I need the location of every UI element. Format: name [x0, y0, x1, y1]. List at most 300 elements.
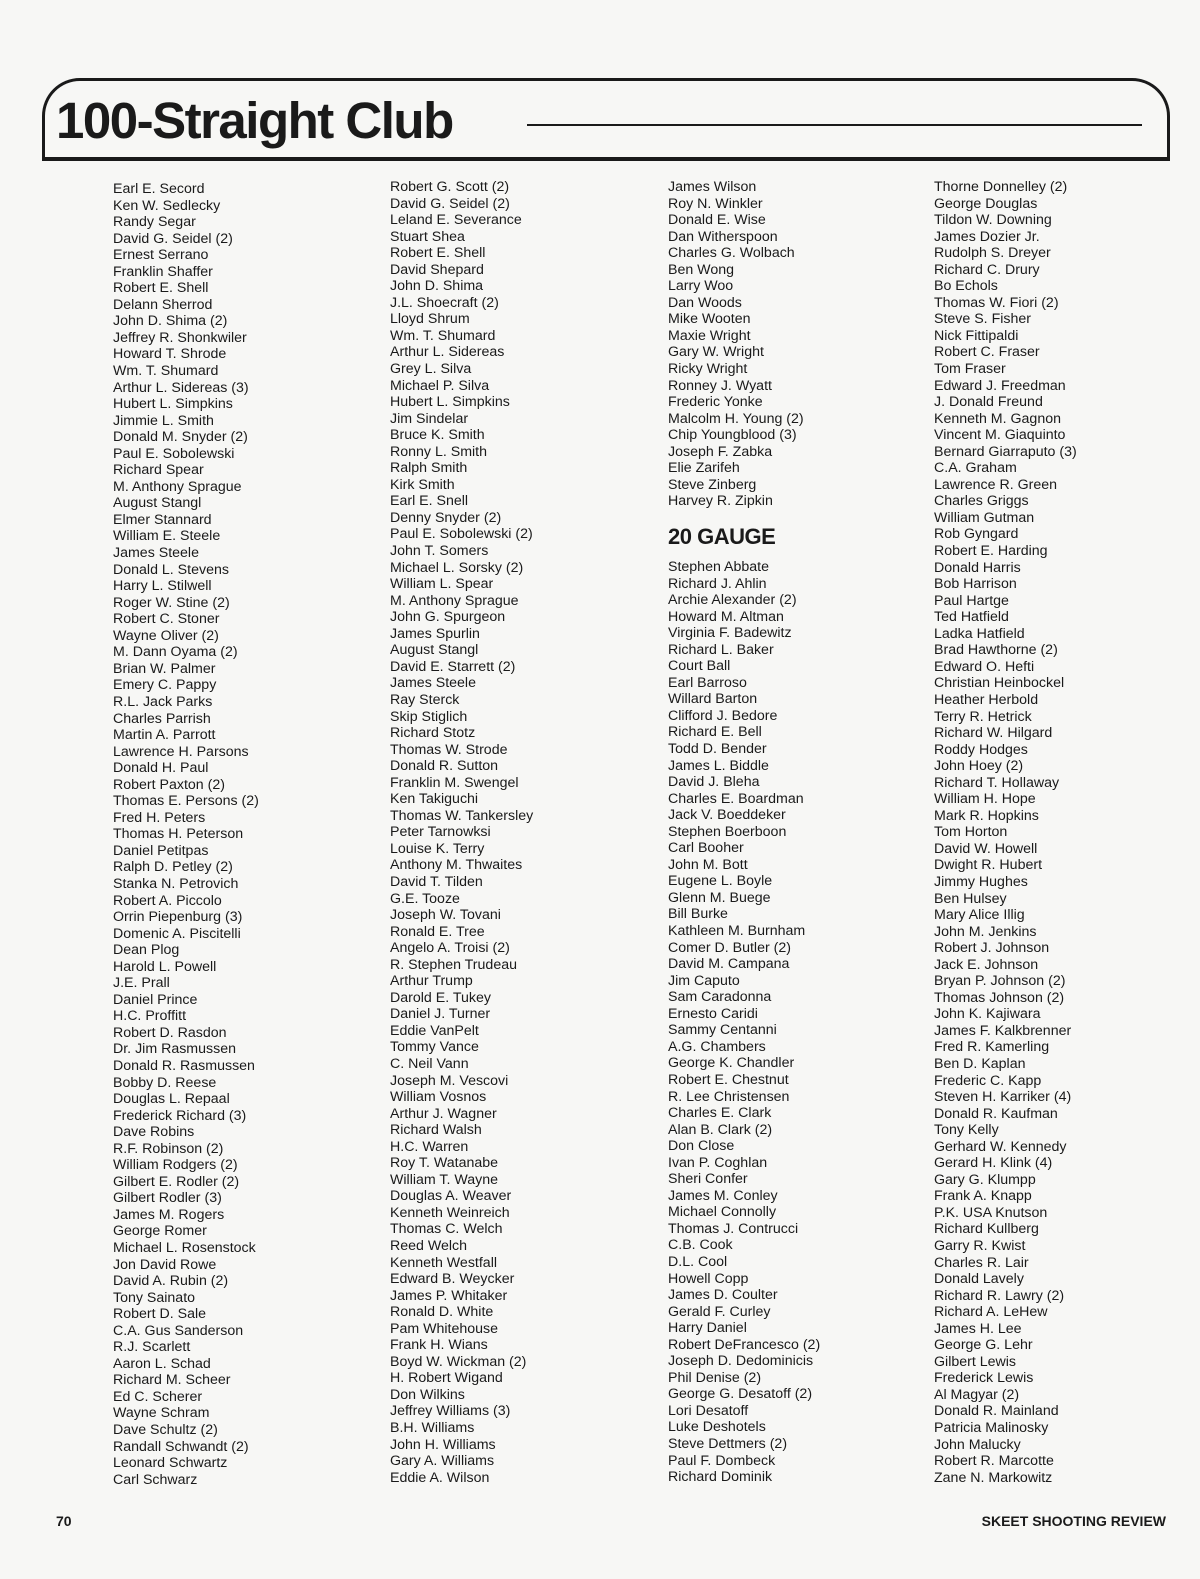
member-name: James M. Rogers — [113, 1206, 225, 1223]
member-name: Richard W. Hilgard — [934, 725, 1053, 742]
magazine-name: SKEET SHOOTING REVIEW — [981, 1513, 1166, 1529]
member-name: David J. Bleha — [668, 774, 760, 791]
member-name: Vincent M. Giaquinto — [934, 427, 1066, 444]
member-name: Thomas W. Tankersley — [390, 807, 534, 824]
member-name: Stephen Boerboon — [668, 823, 787, 840]
member-name: Court Ball — [668, 658, 731, 675]
member-name: C. Neil Vann — [390, 1055, 469, 1072]
member-name: Donald R. Sutton — [390, 758, 499, 775]
member-name: Eddie A. Wilson — [390, 1469, 490, 1486]
member-name: William Rodgers (2) — [113, 1157, 238, 1174]
member-name: David E. Starrett (2) — [390, 658, 516, 675]
member-name: John D. Shima — [390, 278, 484, 295]
member-name: Charles E. Clark — [668, 1105, 772, 1122]
member-name: M. Anthony Sprague — [113, 478, 242, 495]
member-name: Don Wilkins — [390, 1386, 465, 1403]
member-name: Steve S. Fisher — [934, 311, 1031, 328]
member-name: Douglas L. Repaal — [113, 1091, 230, 1108]
member-name: Joseph W. Tovani — [390, 907, 501, 924]
member-name: Wm. T. Shumard — [113, 363, 219, 380]
member-name: R.L. Jack Parks — [113, 693, 213, 710]
member-name: Kenneth Weinreich — [390, 1204, 510, 1221]
member-name: Paul F. Dombeck — [668, 1452, 776, 1469]
member-name: Gilbert E. Rodler (2) — [113, 1173, 240, 1190]
member-name: George G. Lehr — [934, 1337, 1033, 1354]
member-name: Terry R. Hetrick — [934, 708, 1032, 725]
member-name: Gary W. Wright — [668, 344, 764, 361]
member-name: William T. Wayne — [390, 1171, 498, 1188]
member-name: Sam Caradonna — [668, 989, 772, 1006]
member-name: Glenn M. Buege — [668, 889, 771, 906]
member-name: Donald M. Snyder (2) — [113, 429, 248, 446]
member-name: Jeffrey Williams (3) — [390, 1403, 511, 1420]
member-name: Bob Harrison — [934, 576, 1017, 593]
member-name: Robert G. Scott (2) — [390, 179, 510, 195]
member-name: Michael L. Sorsky (2) — [390, 559, 524, 576]
member-name: M. Dann Oyama (2) — [113, 644, 238, 661]
member-name: Jim Caputo — [668, 972, 740, 989]
member-name: Gilbert Rodler (3) — [113, 1190, 222, 1207]
member-name: Richard C. Drury — [934, 261, 1040, 278]
name-column-4 — [934, 179, 1077, 1486]
member-name: Richard Stotz — [390, 725, 476, 742]
page-title: 100-Straight Club — [56, 92, 453, 149]
member-name: Aaron L. Schad — [113, 1355, 211, 1372]
member-name: R.J. Scarlett — [113, 1339, 191, 1356]
member-name: David A. Rubin (2) — [113, 1273, 229, 1290]
member-name: Howard M. Altman — [668, 608, 784, 625]
member-name: Robert D. Rasdon — [113, 1024, 227, 1041]
name-column-3-20-gauge — [668, 559, 820, 1486]
member-name: P.K. USA Knutson — [934, 1204, 1048, 1221]
member-name: Earl E. Secord — [113, 181, 205, 197]
member-name: Frederick Richard (3) — [113, 1107, 247, 1124]
name-column-2 — [390, 179, 533, 1486]
member-name: Lawrence H. Parsons — [113, 743, 249, 760]
member-name: Robert E. Chestnut — [668, 1071, 789, 1088]
member-name: Peter Tarnowksi — [390, 824, 491, 841]
member-name: Robert E. Shell — [113, 280, 209, 297]
member-name: Harvey R. Zipkin — [668, 493, 773, 510]
member-name: Leland E. Severance — [390, 212, 522, 229]
member-name: Richard E. Bell — [668, 724, 762, 741]
member-name: Franklin M. Swengel — [390, 774, 519, 791]
member-name: Fred H. Peters — [113, 809, 206, 826]
member-name: Alan B. Clark (2) — [668, 1121, 773, 1138]
member-name: Edward B. Weycker — [390, 1271, 515, 1288]
member-name: Richard R. Lawry (2) — [934, 1287, 1065, 1304]
page-number: 70 — [56, 1513, 72, 1529]
member-name: Kenneth Westfall — [390, 1254, 497, 1271]
member-name: Carl Booher — [668, 840, 744, 857]
member-name: Jimmie L. Smith — [113, 412, 214, 429]
member-name: Ralph Smith — [390, 460, 468, 477]
member-name: Clifford J. Bedore — [668, 707, 778, 724]
member-name: Christian Heinbockel — [934, 675, 1065, 692]
member-name: George G. Desatoff (2) — [668, 1386, 813, 1403]
member-name: Dan Witherspoon — [668, 228, 778, 245]
member-name: Carl Schwarz — [113, 1471, 198, 1488]
member-name: David G. Seidel (2) — [113, 230, 233, 247]
member-name: Skip Stiglich — [390, 708, 468, 725]
member-name: J. Donald Freund — [934, 394, 1043, 411]
member-name: Edward O. Hefti — [934, 658, 1035, 675]
member-name: James P. Whitaker — [390, 1287, 508, 1304]
member-name: William H. Hope — [934, 791, 1036, 808]
member-name: John M. Jenkins — [934, 923, 1037, 940]
member-name: Jimmy Hughes — [934, 873, 1028, 890]
member-name: Earl Barroso — [668, 674, 747, 691]
member-name: John Malucky — [934, 1436, 1021, 1453]
member-name: C.B. Cook — [668, 1237, 733, 1254]
member-name: Martin A. Parrott — [113, 727, 216, 744]
member-name: Ben Wong — [668, 261, 734, 278]
member-name: D.L. Cool — [668, 1253, 728, 1270]
member-name: David M. Campana — [668, 956, 790, 973]
member-name: Ladka Hatfield — [934, 625, 1025, 642]
member-name: Thomas J. Contrucci — [668, 1220, 799, 1237]
member-name: Jon David Rowe — [113, 1256, 217, 1273]
member-name: Stanka N. Petrovich — [113, 875, 239, 892]
member-name: Bo Echols — [934, 278, 998, 295]
member-name: Ronny L. Smith — [390, 443, 487, 460]
member-name: Howell Copp — [668, 1270, 749, 1287]
member-name: Richard A. LeHew — [934, 1304, 1048, 1321]
section-heading-20-gauge: 20 GAUGE — [668, 524, 776, 549]
member-name: Sheri Confer — [668, 1171, 748, 1188]
member-name: Brian W. Palmer — [113, 660, 216, 677]
member-name: Lori Desatoff — [668, 1402, 749, 1419]
member-name: James H. Lee — [934, 1320, 1022, 1337]
member-name: Ernest Serrano — [113, 247, 209, 264]
member-name: Richard Kullberg — [934, 1221, 1039, 1238]
member-name: Bill Burke — [668, 906, 728, 923]
member-name: Rudolph S. Dreyer — [934, 245, 1051, 262]
member-name: Chip Youngblood (3) — [668, 427, 797, 444]
member-name: Boyd W. Wickman (2) — [390, 1353, 527, 1370]
member-name: C.A. Gus Sanderson — [113, 1322, 244, 1339]
member-name: Richard L. Baker — [668, 641, 774, 658]
member-name: Donald E. Wise — [668, 212, 766, 229]
member-name: Dave Robins — [113, 1124, 195, 1141]
member-name: Zane N. Markowitz — [934, 1469, 1053, 1486]
member-name: Nick Fittipaldi — [934, 327, 1019, 344]
member-name: Charles G. Wolbach — [668, 245, 795, 262]
member-name: Frederic Yonke — [668, 394, 763, 411]
member-name: Donald R. Kaufman — [934, 1105, 1058, 1122]
member-name: Donald Lavely — [934, 1271, 1024, 1288]
member-name: Donald R. Rasmussen — [113, 1057, 255, 1074]
member-name: Arthur L. Sidereas (3) — [113, 379, 249, 396]
member-name: Ben Hulsey — [934, 890, 1007, 907]
member-name: Ronald D. White — [390, 1304, 494, 1321]
member-name: Mary Alice Illig — [934, 907, 1025, 924]
member-name: Richard J. Ahlin — [668, 575, 767, 592]
member-name: William E. Steele — [113, 528, 221, 545]
member-name: Tony Kelly — [934, 1122, 999, 1139]
member-name: Comer D. Butler (2) — [668, 939, 791, 956]
member-name: Luke Deshotels — [668, 1419, 766, 1436]
member-name: Rob Gyngard — [934, 526, 1019, 543]
member-name: James Spurlin — [390, 625, 480, 642]
member-name: Lloyd Shrum — [390, 311, 470, 328]
member-name: Gary A. Williams — [390, 1453, 495, 1470]
member-name: David W. Howell — [934, 840, 1038, 857]
member-name: Charles E. Boardman — [668, 790, 804, 807]
member-name: Robert R. Marcotte — [934, 1453, 1054, 1470]
member-name: A.G. Chambers — [668, 1038, 766, 1055]
member-name: Arthur J. Wagner — [390, 1105, 497, 1122]
member-name: Gerard H. Klink (4) — [934, 1155, 1053, 1172]
member-name: Arthur Trump — [390, 973, 473, 990]
member-name: Hubert L. Simpkins — [113, 396, 233, 413]
member-name: Daniel Petitpas — [113, 842, 209, 859]
member-name: Anthony M. Thwaites — [390, 857, 523, 874]
member-name: John K. Kajiwara — [934, 1006, 1041, 1023]
member-name: Daniel Prince — [113, 991, 198, 1008]
member-name: Jim Sindelar — [390, 410, 469, 427]
member-name: Delann Sherrod — [113, 296, 213, 313]
member-name: Robert E. Harding — [934, 543, 1048, 560]
member-name: Heather Herbold — [934, 691, 1039, 708]
member-name: Arthur L. Sidereas — [390, 344, 505, 361]
member-name: Robert Paxton (2) — [113, 776, 225, 793]
member-name: Larry Woo — [668, 278, 734, 295]
member-name: George K. Chandler — [668, 1055, 795, 1072]
member-name: Thomas C. Welch — [390, 1221, 503, 1238]
member-name: Edward J. Freedman — [934, 377, 1066, 394]
member-name: Tildon W. Downing — [934, 212, 1052, 229]
member-name: Robert C. Fraser — [934, 344, 1040, 361]
member-name: Phil Denise (2) — [668, 1369, 762, 1386]
member-name: David T. Tilden — [390, 873, 483, 890]
member-name: Fred R. Kamerling — [934, 1039, 1050, 1056]
member-name: Douglas A. Weaver — [390, 1188, 512, 1205]
member-name: James Wilson — [668, 179, 757, 195]
member-name: James F. Kalkbrenner — [934, 1022, 1072, 1039]
member-name: Maxie Wright — [668, 327, 751, 344]
member-name: Dean Plog — [113, 942, 180, 959]
member-name: Mike Wooten — [668, 311, 751, 328]
member-name: Richard T. Hollaway — [934, 774, 1060, 791]
member-name: Tony Sainato — [113, 1289, 196, 1306]
member-name: Hubert L. Simpkins — [390, 394, 510, 411]
member-name: Ernesto Caridi — [668, 1005, 758, 1022]
member-name: Bernard Giarraputo (3) — [934, 443, 1077, 460]
member-name: Robert A. Piccolo — [113, 892, 222, 909]
member-name: Dan Woods — [668, 294, 742, 311]
member-name: Richard Walsh — [390, 1122, 482, 1139]
member-name: Charles Griggs — [934, 493, 1029, 510]
member-name: Harry L. Stilwell — [113, 578, 212, 595]
member-name: Elie Zarifeh — [668, 460, 740, 477]
member-name: Mark R. Hopkins — [934, 807, 1039, 824]
member-name: Thomas E. Persons (2) — [113, 793, 259, 810]
member-name: Ralph D. Petley (2) — [113, 859, 233, 876]
member-name: Michael L. Rosenstock — [113, 1240, 256, 1256]
member-name: Randy Segar — [113, 214, 196, 231]
member-name: B.H. Williams — [390, 1420, 475, 1437]
member-name: J.E. Prall — [113, 975, 170, 992]
member-name: Charles R. Lair — [934, 1254, 1029, 1271]
member-name: Daniel J. Turner — [390, 1006, 491, 1023]
member-name: Tom Fraser — [934, 361, 1006, 378]
member-name: Harold L. Powell — [113, 958, 217, 975]
member-name: Dave Schultz (2) — [113, 1422, 218, 1439]
title-rule — [527, 124, 1142, 126]
member-name: William L. Spear — [390, 576, 494, 593]
member-name: Wm. T. Shumard — [390, 327, 496, 344]
member-name: John H. Williams — [390, 1436, 496, 1453]
member-name: Charles Parrish — [113, 710, 211, 727]
member-name: Michael P. Silva — [390, 377, 490, 394]
member-name: Emery C. Pappy — [113, 677, 217, 694]
member-name: G.E. Tooze — [390, 890, 460, 907]
member-name: Lawrence R. Green — [934, 476, 1058, 493]
member-name: Dr. Jim Rasmussen — [113, 1041, 236, 1058]
member-name: Ricky Wright — [668, 361, 748, 378]
member-name: Ivan P. Coghlan — [668, 1154, 768, 1171]
member-name: David Shepard — [390, 261, 484, 278]
member-name: R.F. Robinson (2) — [113, 1140, 224, 1157]
member-name: Joseph D. Dedominicis — [668, 1353, 814, 1370]
member-name: Eugene L. Boyle — [668, 873, 773, 890]
member-name: Ken Takiguchi — [390, 791, 479, 808]
member-name: Stuart Shea — [390, 228, 465, 245]
member-name: Bruce K. Smith — [390, 427, 485, 444]
member-name: Reed Welch — [390, 1238, 468, 1254]
member-name: Howard T. Shrode — [113, 346, 227, 363]
member-name: Ed C. Scherer — [113, 1388, 203, 1405]
member-name: Roddy Hodges — [934, 741, 1028, 758]
member-name: James Dozier Jr. — [934, 228, 1040, 245]
member-name: Ted Hatfield — [934, 609, 1009, 626]
member-name: James Steele — [113, 545, 199, 562]
member-name: Tommy Vance — [390, 1039, 479, 1056]
member-name: Thomas Johnson (2) — [934, 989, 1065, 1006]
member-name: Garry R. Kwist — [934, 1238, 1026, 1254]
member-name: Dwight R. Hubert — [934, 857, 1043, 874]
member-name: Willard Barton — [668, 691, 758, 708]
member-name: Gilbert Lewis — [934, 1353, 1017, 1370]
member-name: Todd D. Bender — [668, 741, 767, 758]
member-name: James M. Conley — [668, 1187, 778, 1204]
member-name: Kirk Smith — [390, 476, 455, 493]
member-name: Jeffrey R. Shonkwiler — [113, 329, 247, 346]
member-name: Ronald E. Tree — [390, 923, 485, 940]
member-name: Patricia Malinosky — [934, 1420, 1049, 1437]
member-name: Robert D. Sale — [113, 1306, 207, 1323]
member-name: Richard M. Scheer — [113, 1372, 231, 1389]
member-name: Frank A. Knapp — [934, 1188, 1032, 1205]
member-name: Jack E. Johnson — [934, 956, 1039, 973]
member-name: Ronney J. Wyatt — [668, 377, 772, 394]
member-name: Sammy Centanni — [668, 1022, 777, 1039]
member-name: Darold E. Tukey — [390, 989, 491, 1006]
member-name: Bobby D. Reese — [113, 1074, 217, 1091]
member-name: Thomas W. Strode — [390, 741, 508, 758]
member-name: Wayne Schram — [113, 1405, 210, 1422]
member-name: John G. Spurgeon — [390, 609, 506, 626]
member-name: Franklin Shaffer — [113, 263, 213, 280]
name-column-1 — [113, 181, 259, 1488]
member-name: Ben D. Kaplan — [934, 1055, 1026, 1072]
member-name: Elmer Stannard — [113, 511, 212, 528]
member-name: Paul E. Sobolewski (2) — [390, 526, 533, 543]
member-name: Paul Hartge — [934, 592, 1009, 609]
member-name: John Hoey (2) — [934, 758, 1024, 775]
member-name: Pam Whitehouse — [390, 1320, 499, 1337]
member-name: Archie Alexander (2) — [668, 592, 797, 609]
member-name: C.A. Graham — [934, 460, 1017, 477]
member-name: Roy T. Watanabe — [390, 1155, 499, 1172]
member-name: Richard Spear — [113, 462, 204, 479]
member-name: Steve Dettmers (2) — [668, 1435, 788, 1452]
member-name: Tom Horton — [934, 824, 1008, 841]
member-name: Harry Daniel — [668, 1320, 747, 1337]
member-name: Paul E. Sobolewski — [113, 445, 235, 462]
member-name: Grey L. Silva — [390, 361, 472, 378]
member-name: Orrin Piepenburg (3) — [113, 909, 243, 926]
member-name: Denny Snyder (2) — [390, 509, 502, 526]
member-name: Louise K. Terry — [390, 840, 485, 857]
member-name: Al Magyar (2) — [934, 1386, 1020, 1403]
member-name: Frederick Lewis — [934, 1370, 1034, 1387]
member-name: Donald R. Mainland — [934, 1403, 1059, 1420]
member-name: Robert DeFrancesco (2) — [668, 1336, 821, 1353]
member-name: James D. Coulter — [668, 1287, 778, 1304]
member-name: George Romer — [113, 1223, 207, 1240]
member-name: Virginia F. Badewitz — [668, 625, 792, 642]
member-name: Thomas W. Fiori (2) — [934, 294, 1059, 311]
member-name: Joseph M. Vescovi — [390, 1072, 509, 1089]
member-name: H. Robert Wigand — [390, 1370, 503, 1387]
member-name: Frank H. Wians — [390, 1337, 488, 1354]
member-name: Ray Sterck — [390, 691, 460, 708]
member-name: R. Stephen Trudeau — [390, 956, 517, 973]
member-name: H.C. Warren — [390, 1138, 469, 1155]
member-name: Gerald F. Curley — [668, 1303, 771, 1320]
member-name: George Douglas — [934, 195, 1038, 212]
member-name: William Vosnos — [390, 1089, 487, 1106]
member-name: Don Close — [668, 1138, 735, 1155]
member-name: David G. Seidel (2) — [390, 195, 510, 212]
member-name: J.L. Shoecraft (2) — [390, 294, 499, 311]
member-name: Malcolm H. Young (2) — [668, 410, 804, 427]
member-name: Wayne Oliver (2) — [113, 627, 219, 644]
name-column-3 — [668, 179, 804, 510]
member-name: Gary G. Klumpp — [934, 1171, 1036, 1188]
member-name: Robert C. Stoner — [113, 611, 220, 628]
member-name: Angelo A. Troisi (2) — [390, 940, 510, 957]
member-name: Thomas H. Peterson — [113, 826, 244, 843]
member-name: Frederic C. Kapp — [934, 1072, 1042, 1089]
member-name: Stephen Abbate — [668, 559, 769, 575]
member-name: James Steele — [390, 675, 476, 692]
member-name: Thorne Donnelley (2) — [934, 179, 1068, 195]
member-name: Kenneth M. Gagnon — [934, 410, 1061, 427]
member-name: R. Lee Christensen — [668, 1088, 790, 1105]
member-name: William Gutman — [934, 509, 1035, 526]
member-name: Roger W. Stine (2) — [113, 594, 230, 611]
member-name: Michael Connolly — [668, 1204, 777, 1221]
member-name: August Stangl — [390, 642, 479, 659]
member-name: Donald L. Stevens — [113, 561, 229, 578]
member-name: Gerhard W. Kennedy — [934, 1138, 1067, 1155]
member-name: John D. Shima (2) — [113, 313, 228, 330]
member-name: John M. Bott — [668, 856, 748, 873]
member-name: Leonard Schwartz — [113, 1455, 228, 1472]
